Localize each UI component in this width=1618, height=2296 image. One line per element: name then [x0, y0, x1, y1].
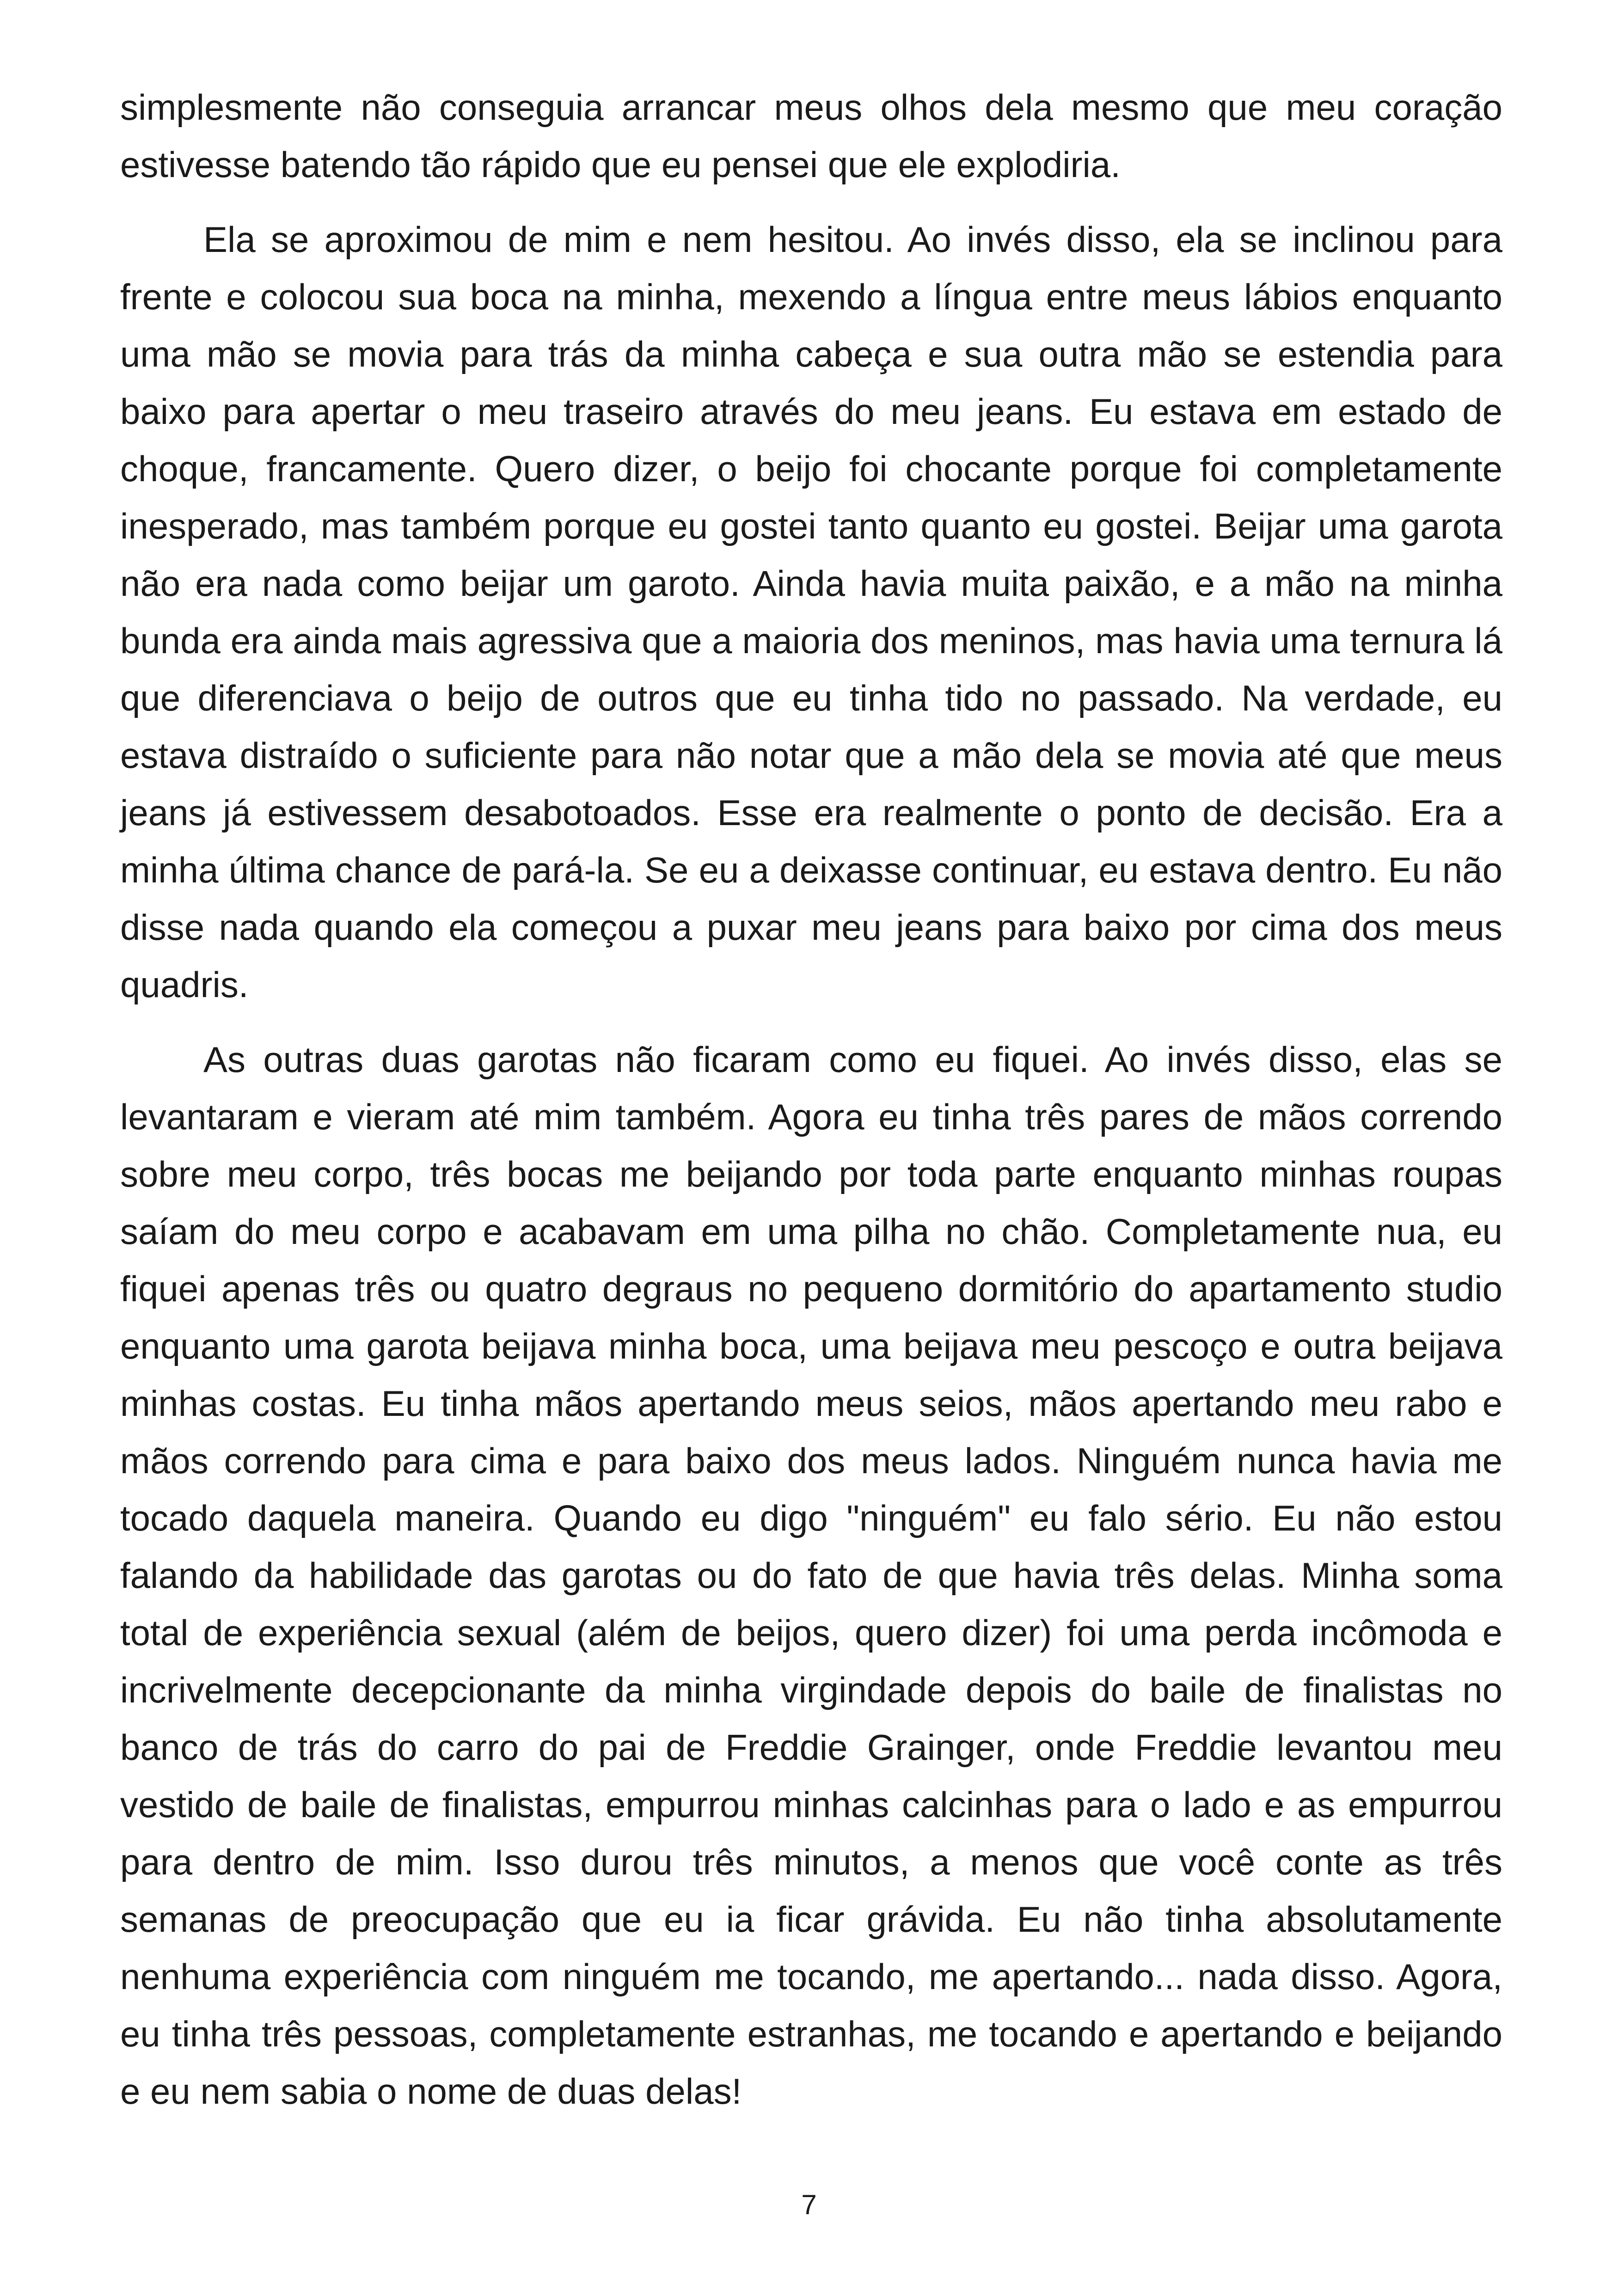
- paragraph-continuation: simplesmente não conseguia arrancar meus olhos dela mesmo que meu coração estivesse batendo tão rápido que eu pensei que ele explodiria.: [120, 87, 1502, 185]
- page-number: 7: [801, 2189, 817, 2220]
- paragraph-other-girls: As outras duas garotas não ficaram como eu fiquei. Ao invés disso, elas se levantaram e vieram até mim também. Agora eu tinha três pares de mãos correndo sobre meu corpo, três bocas me beijando por toda parte enquanto minhas roupas saíam do meu corpo e acabavam em uma pilha no chão. Completamente nua, eu fiquei apenas três ou quatro degraus no pequeno dormitório do apartamento studio enquanto uma garota beijava minha boca, uma beijava meu pescoço e outra beijava minhas costas. Eu tinha mãos apertando meus seios, mãos apertando meu rabo e mãos correndo para cima e para baixo dos meus lados. Ninguém nunca havia me tocado daquela maneira. Quando eu digo "ninguém" eu falo sério. Eu não estou falando da habilidade das garotas ou do fato de que havia três delas. Minha soma total de experiência sexual (além de beijos, quero dizer) foi uma perda incômoda e incrivelmente decepcionante da minha virgindade depois do baile de finalistas no banco de trás do carro do pai de Freddie Grainger, onde Freddie levantou meu vestido de baile de finalistas, empurrou minhas calcinhas para o lado e as empurrou para dentro de mim. Isso durou três minutos, a menos que você conte as três semanas de preocupação que eu ia ficar grávida. Eu não tinha absolutamente nenhuma experiência com ninguém me tocando, me apertando... nada disso. Agora, eu tinha três pessoas, completamente estranhas, me tocando e apertando e beijando e eu nem sabia o nome de duas delas!: [120, 1039, 1502, 2112]
- document-body: [120, 79, 1502, 2137]
- paragraph-kiss: Ela se aproximou de mim e nem hesitou. Ao invés disso, ela se inclinou para frente e colocou sua boca na minha, mexendo a língua entre meus lábios enquanto uma mão se movia para trás da minha cabeça e sua outra mão se estendia para baixo para apertar o meu traseiro através do meu jeans. Eu estava em estado de choque, francamente. Quero dizer, o beijo foi chocante porque foi completamente inesperado, mas também porque eu gostei tanto quanto eu gostei. Beijar uma garota não era nada como beijar um garoto. Ainda havia muita paixão, e a mão na minha bunda era ainda mais agressiva que a maioria dos meninos, mas havia uma ternura lá que diferenciava o beijo de outros que eu tinha tido no passado. Na verdade, eu estava distraído o suficiente para não notar que a mão dela se movia até que meus jeans já estivessem desabotoados. Esse era realmente o ponto de decisão. Era a minha última chance de pará-la. Se eu a deixasse continuar, eu estava dentro. Eu não disse nada quando ela começou a puxar meu jeans para baixo por cima dos meus quadris.: [120, 219, 1502, 1005]
